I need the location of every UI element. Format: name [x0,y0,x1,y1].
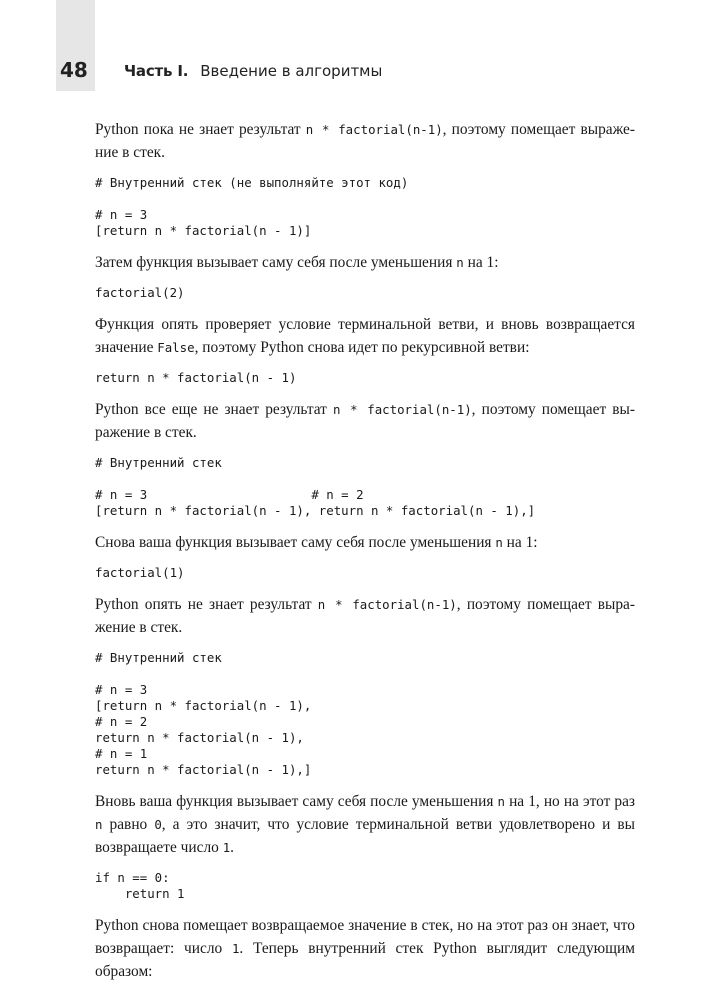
inline-code: n * factorial(n-1) [317,597,457,612]
inline-code: n [95,817,103,832]
running-header [124,62,382,80]
page-number: 48 [60,58,88,82]
paragraph: Python опять не знает результат n * factorial(n-1), поэтому помещает выра-жение в стек. [95,596,636,636]
code-block: factorial(1) [95,565,185,580]
paragraph: Python пока не знает результат n * factorial(n-1), поэтому помещает выраже-ние в стек. [95,121,636,161]
inline-code: 1 [231,941,240,956]
page-body [95,118,635,994]
paragraph: Функция опять проверяет условие терминальной ветви, и вновь возвращается значение False, поэтому Python снова идет по рекурсивной ветви: [95,316,635,356]
inline-code: n [497,794,505,809]
paragraph: Python снова помещает возвращаемое значение в стек, но на этот раз он знает, что возвращает: число 1. Теперь внутренний стек Python выглядит следующим образом: [95,917,636,980]
chapter-title: Введение в алгоритмы [200,62,383,80]
inline-code: n [495,535,503,550]
code-block: factorial(2) [95,285,185,300]
inline-code: False [157,340,195,355]
paragraph: Вновь ваша функция вызывает саму себя после уменьшения n на 1, но на этот раз n равно 0, а это значит, что условие терминальной ветви удовлетворено и вы возвращаете число 1. [95,793,635,856]
inline-code: 0 [154,817,162,832]
part-label: Часть I. [124,62,189,80]
inline-code: n * factorial(n-1) [332,402,472,417]
code-block: if n == 0: return 1 [95,870,185,901]
code-block: return n * factorial(n - 1) [95,370,297,385]
code-block: # Внутренний стек (не выполняйте этот код) # n = 3 [return n * factorial(n - 1)] [95,175,409,238]
paragraph: Затем функция вызывает саму себя после уменьшения n на 1: [95,254,499,271]
inline-code: n [456,255,464,270]
code-block: # Внутренний стек # n = 3 # n = 2 [return n * factorial(n - 1), return n * factorial(n - 1),] [95,455,536,518]
inline-code: n * factorial(n-1) [305,122,443,137]
paragraph: Python все еще не знает результат n * factorial(n-1), поэтому помещает вы-ражение в стек. [95,401,635,441]
code-block: # Внутренний стек # n = 3 [return n * factorial(n - 1), # n = 2 return n * factorial(n - 1), # n = 1 return n * factorial(n - 1),] [95,650,312,777]
inline-code: 1 [222,840,231,855]
paragraph: Снова ваша функция вызывает саму себя после уменьшения n на 1: [95,534,538,551]
